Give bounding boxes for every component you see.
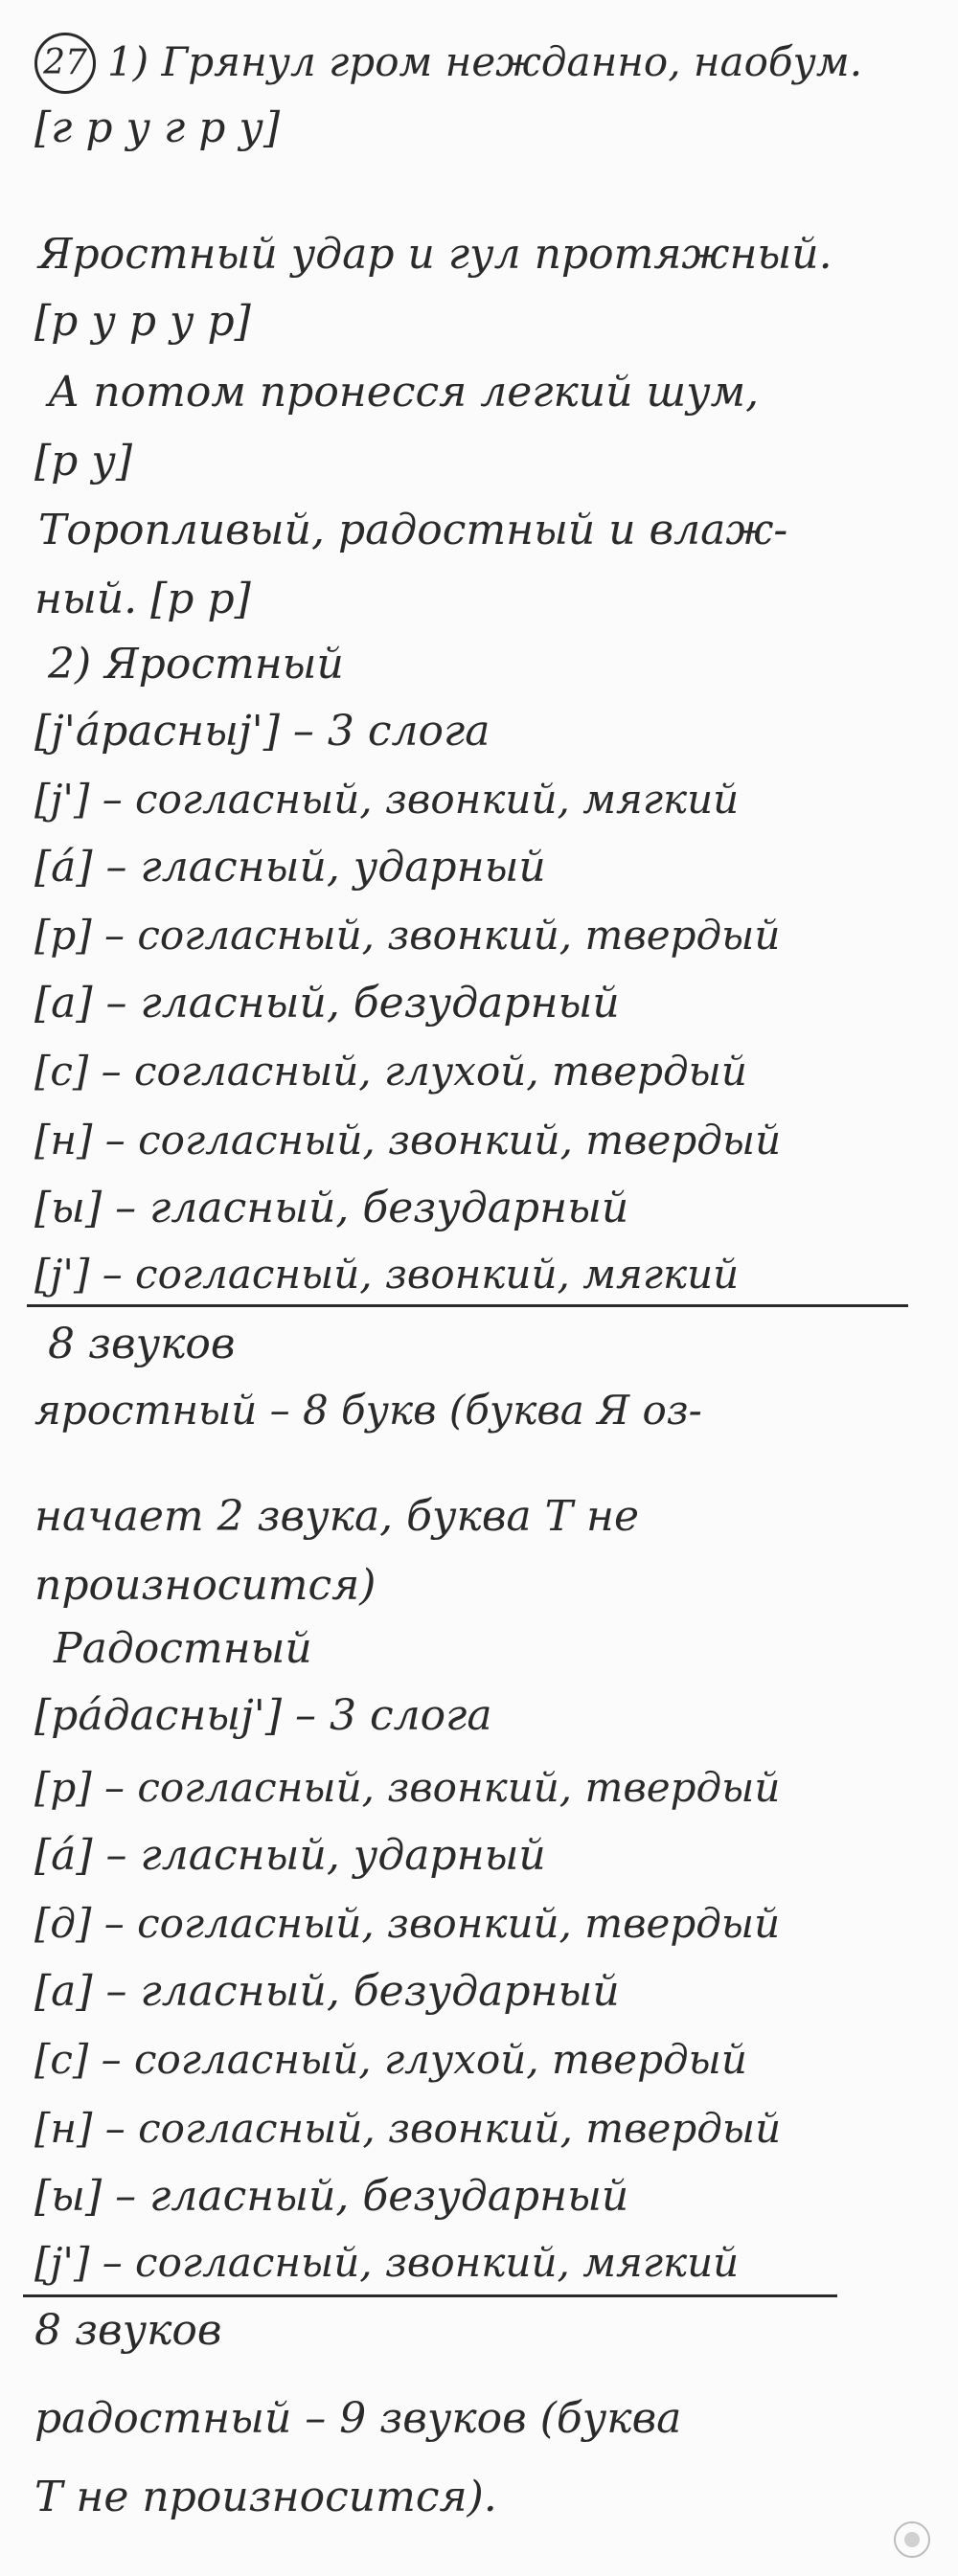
underline: [23, 2294, 837, 2297]
text-line: [г р у г р у]: [34, 103, 281, 152]
text-line: [j'] – согласный, звонкий, мягкий: [34, 2239, 740, 2286]
text-line: [р] – согласный, звонкий, твердый: [34, 1764, 781, 1811]
text-line: [á] – гласный, ударный: [34, 843, 546, 892]
text-line: Радостный: [54, 1624, 312, 1673]
text-line: [р] – согласный, звонкий, твердый: [34, 912, 781, 959]
text-line: радостный – 9 звуков (буква: [34, 2394, 682, 2443]
text-line: 8 звуков: [48, 1320, 236, 1368]
text-line: Торопливый, радостный и влаж-: [38, 506, 788, 554]
text-line: [j'] – согласный, звонкий, мягкий: [34, 776, 740, 823]
text-line: [а] – гласный, безударный: [34, 979, 620, 1028]
text-line: Яростный удар и гул протяжный.: [38, 230, 833, 279]
text-line: [д] – согласный, звонкий, твердый: [34, 1900, 781, 1947]
text-line: [р у]: [34, 437, 133, 486]
text-line: [а] – гласный, безударный: [34, 1967, 620, 2016]
text-line: Т не произносится).: [34, 2473, 497, 2521]
corner-mark-icon: [891, 2519, 933, 2561]
underline: [27, 1304, 908, 1307]
text-line: [á] – гласный, ударный: [34, 1831, 546, 1880]
text-line: [ы] – гласный, безударный: [34, 2172, 629, 2221]
text-line: [н] – согласный, звонкий, твердый: [34, 1117, 782, 1164]
text-line: А потом пронесся легкий шум,: [48, 368, 760, 417]
text-line: [j'] – согласный, звонкий, мягкий: [34, 1251, 740, 1298]
text-line: 2) Яростный: [48, 640, 344, 689]
text-line: 8 звуков: [34, 2306, 222, 2355]
text-line: [с] – согласный, глухой, твердый: [34, 1048, 747, 1095]
text-line: ный. [р р]: [34, 575, 251, 623]
text-line: [ы] – гласный, безударный: [34, 1184, 629, 1232]
text-line: 1) Грянул гром нежданно, наобум.: [107, 38, 863, 85]
text-line: [с] – согласный, глухой, твердый: [34, 2036, 747, 2083]
text-line: [рáдасныj'] – 3 слога: [34, 1691, 492, 1740]
text-line: начает 2 звука, буква Т не: [34, 1492, 639, 1541]
text-line: яростный – 8 букв (буква Я оз-: [34, 1387, 702, 1434]
text-line: произносится): [34, 1561, 376, 1610]
exercise-number: 27: [34, 33, 96, 94]
text-line: [н] – согласный, звонкий, твердый: [34, 2105, 782, 2152]
text-line: [j'áрасныj'] – 3 слога: [34, 707, 490, 756]
text-line: [р у р у р]: [34, 297, 251, 346]
